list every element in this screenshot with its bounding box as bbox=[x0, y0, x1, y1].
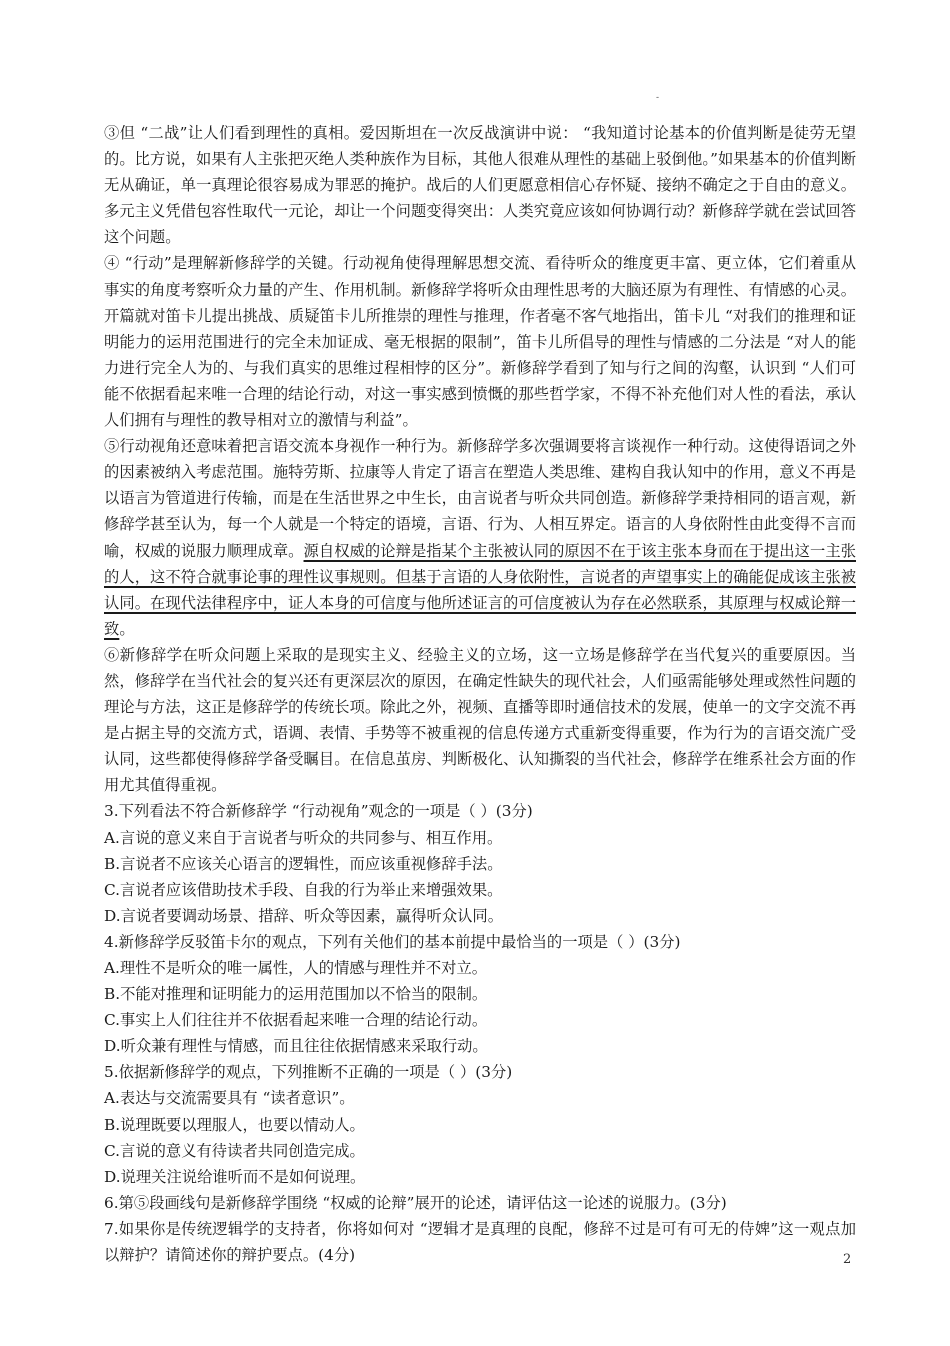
question-4-stem: 4.新修辞学反驳笛卡尔的观点，下列有关他们的基本前提中最恰当的一项是（ ）(3分) bbox=[104, 932, 681, 951]
question-5-option-b: B.说理既要以理服人，也要以情动人。 bbox=[104, 1115, 365, 1134]
document-page bbox=[104, 120, 856, 1268]
question-4-option-d: D.听众兼有理性与情感，而且往往依据情感来采取行动。 bbox=[104, 1037, 488, 1056]
paragraph-5-text: ⑤行动视角还意味着把言语交流本身视作一种行为。新修辞学多次强调要将言谈视作一种行动。这使得语词之外的因素被纳入考虑范围。施特劳斯、拉康等人肯定了语言在塑造人类思维、建构自我认知中的作用，意义不再是以语言为管道进行传输，而是在生活世界之中生长，由言说者与听众共同创造。新修辞学秉持相同的语言观，新修辞学甚至认为，每一个人就是一个特定的语境，言语、行为、人相互界定。语言的人身依附性由此变得不言而喻，权威的说服力顺理成章。 bbox=[104, 437, 856, 560]
paragraph-5-end: 。 bbox=[119, 619, 135, 638]
question-4-option-a: A.理性不是听众的唯一属性，人的情感与理性并不对立。 bbox=[104, 959, 488, 977]
question-4-option-b: B.不能对推理和证明能力的运用范围加以不恰当的限制。 bbox=[104, 985, 488, 1004]
question-5-option-a: A.表达与交流需要具有 “读者意识”。 bbox=[104, 1089, 355, 1108]
question-3-stem: 3.下列看法不符合新修辞学 “行动视角”观念的一项是（ ）(3分) bbox=[104, 802, 533, 821]
paragraph-3: ③但 “二战”让人们看到理性的真相。爱因斯坦在一次反战演讲中说： “我知道讨论基本的价值判断是徒劳无望的。比方说，如果有人主张把灭绝人类种族作为目标，其他人很难从理性的基础上驳倒他。”如果基本的价值判断无从确证，单一真理论很容易成为罪恶的掩护。战后的人们更愿意相信心存怀疑、接纳不确定之于自由的意义。多元主义凭借包容性取代一元论，却让一个问题变得突出：人类究竟应该如何协调行动？新修辞学就在尝试回答这个问题。 bbox=[104, 124, 856, 247]
question-3-option-b: B.言说者不应该关心语言的逻辑性，而应该重视修辞手法。 bbox=[104, 854, 503, 873]
question-5-option-c: C.言说的意义有待读者共同创造完成。 bbox=[104, 1141, 365, 1160]
question-5-option-d: D.说理关注说给谁听而不是如何说理。 bbox=[104, 1167, 366, 1186]
underlined-sentence: 源自权威的论辩是指某个主张被认同的原因不在于该主张本身而在于提出这一主张的人，这不符合就事论事的理性议事规则。但基于言语的人身依附性，言说者的声望事实上的确能促成该主张被认同。在现代法律程序中，证人本身的可信度与他所述证言的可信度被认为存在必然联系，其原理与权威论辩一致 bbox=[104, 541, 856, 638]
question-6: 6.第⑤段画线句是新修辞学围绕 “权威的论辩”展开的论述，请评估这一论述的说服力。(3分) bbox=[104, 1193, 727, 1212]
question-5-stem: 5.依据新修辞学的观点，下列推断不正确的一项是（ ）(3分) bbox=[104, 1063, 513, 1082]
paragraph-6: ⑥新修辞学在听众问题上采取的是现实主义、经验主义的立场，这一立场是修辞学在当代复兴的重要原因。当然，修辞学在当代社会的复兴还有更深层次的原因，在确定性缺失的现代社会，人们亟需能够处理或然性问题的理论与方法，这正是修辞学的传统长项。除此之外，视频、直播等即时通信技术的发展，使单一的文字交流不再是占据主导的交流方式，语调、表情、手势等不被重视的信息传递方式重新变得重要，作为行为的言语交流广受认同，这些都使得修辞学备受瞩目。在信息茧房、判断极化、认知撕裂的当代社会，修辞学在维系社会方面的作用尤其值得重视。 bbox=[104, 645, 856, 795]
question-3-option-c: C.言说者应该借助技术手段、自我的行为举止来增强效果。 bbox=[104, 880, 503, 899]
paragraph-4: ④ “行动”是理解新修辞学的关键。行动视角使得理解思想交流、看待听众的维度更丰富、更立体，它们着重从事实的角度考察听众力量的产生、作用机制。新修辞学将听众由理性思考的大脑还原为有理性、有情感的心灵。开篇就对笛卡儿提出挑战、质疑笛卡儿所推崇的理性与推理，作者毫不客气地指出，笛卡儿 “对我们的推理和证明能力的运用范围进行的完全未加证成、毫无根据的限制”，笛卡儿所倡导的理性与情感的二分法是 “对人的能力进行完全人为的、与我们真实的思维过程相悖的区分”。新修辞学看到了知与行之间的沟壑，认识到 “人们可能不依据看起来唯一合理的结论行动，对这一事实感到愤慨的那些哲学家，不得不补充他们对人性的看法，承认人们拥有与理性的教导相对立的激情与利益”。 bbox=[104, 254, 856, 430]
top-mark: - bbox=[656, 93, 660, 103]
page-number: 2 bbox=[843, 1252, 852, 1267]
paragraph-5 bbox=[104, 433, 856, 642]
question-3-option-a: A.言说的意义来自于言说者与听众的共同参与、相互作用。 bbox=[104, 828, 503, 847]
question-4-option-c: C.事实上人们往往并不依据看起来唯一合理的结论行动。 bbox=[104, 1011, 488, 1030]
question-7: 7.如果你是传统逻辑学的支持者，你将如何对 “逻辑才是真理的良配，修辞不过是可有可无的侍婢”这一观点加以辩护？请简述你的辩护要点。(4分) bbox=[104, 1219, 856, 1265]
question-3-option-d: D.言说者要调动场景、措辞、听众等因素，赢得听众认同。 bbox=[104, 906, 504, 925]
